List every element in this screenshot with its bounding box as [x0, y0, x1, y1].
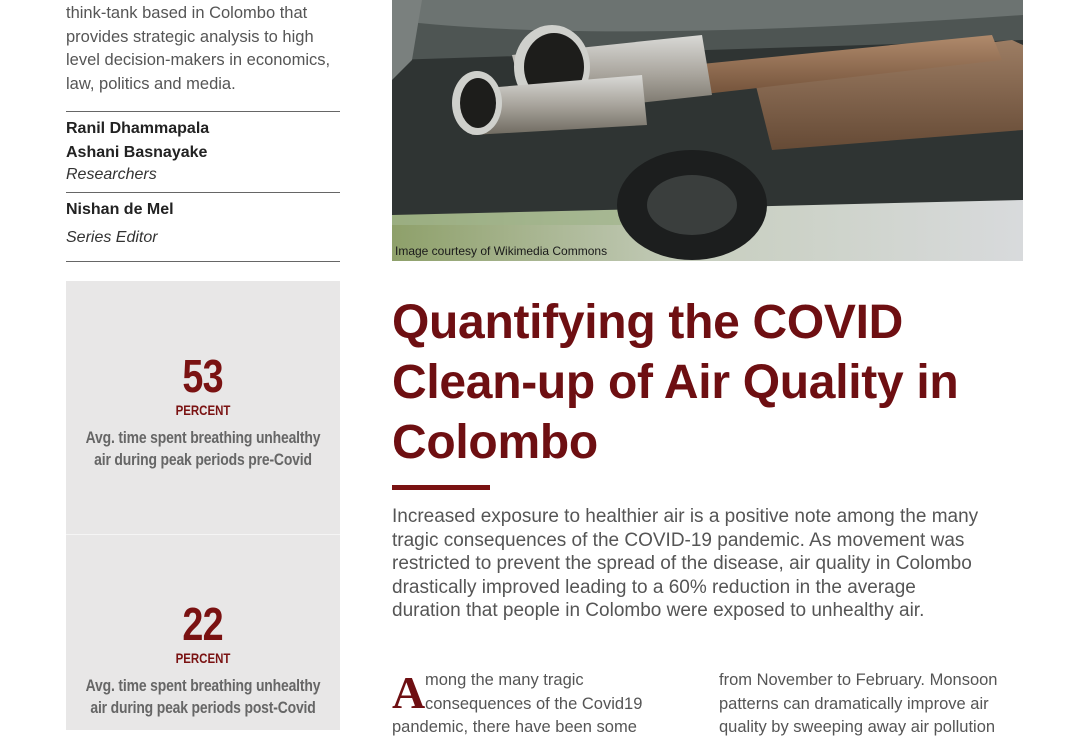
headline-line: Quantifying the COVID — [392, 296, 904, 349]
stat-unit: PERCENT — [175, 402, 231, 418]
stat-description: air during peak periods post-Covid — [90, 698, 316, 717]
intro-line: think-tank based in Colombo that — [66, 4, 308, 22]
organisation-description — [66, 2, 340, 96]
researcher-name: Ranil Dhammapala — [66, 120, 210, 137]
stat-description: Avg. time spent breathing unhealthy — [85, 428, 321, 447]
divider — [66, 192, 340, 193]
researchers-role: Researchers — [66, 166, 157, 183]
lead-line: duration that people in Colombo were exposed to unhealthy air. — [392, 600, 925, 622]
stat-value: 53 — [182, 350, 224, 402]
intro-line: law, politics and media. — [66, 74, 236, 93]
body-line: patterns can dramatically improve air — [719, 694, 989, 713]
headline-accent-bar — [392, 485, 490, 490]
lead-line: restricted to prevent the spread of the disease, air quality in Colombo — [392, 553, 972, 575]
drop-cap: A — [392, 667, 426, 718]
body-column-1 — [392, 669, 682, 740]
stat-card-post-covid — [66, 535, 340, 730]
stat-card-pre-covid — [66, 281, 340, 534]
editor-name: Nishan de Mel — [66, 201, 174, 218]
exhaust-photo — [392, 0, 1023, 261]
article-headline — [392, 293, 1032, 473]
editor-role: Series Editor — [66, 229, 158, 246]
intro-line: provides strategic analysis to high — [66, 27, 314, 46]
photo-caption: Image courtesy of Wikimedia Commons — [395, 244, 608, 258]
lead-line: tragic consequences of the COVID-19 pandemic. As movement was — [392, 529, 965, 551]
lead-paragraph — [392, 505, 1032, 623]
body-column-2 — [719, 669, 1039, 740]
body-line: mong the many tragic — [425, 671, 584, 689]
body-line: consequences of the Covid19 — [425, 694, 643, 713]
headline-line: Colombo — [392, 416, 598, 469]
intro-line: level decision-makers in economics, — [66, 51, 331, 69]
body-line: quality by sweeping away air pollution — [719, 718, 996, 736]
stat-unit: PERCENT — [175, 650, 231, 666]
stat-description: air during peak periods pre-Covid — [94, 450, 312, 469]
lead-line: drastically improved leading to a 60% reduction in the average — [392, 576, 916, 598]
body-line: from November to February. Monsoon — [719, 671, 998, 689]
exhaust-illustration — [392, 0, 1023, 261]
stat-value: 22 — [182, 598, 224, 650]
headline-line: Clean-up of Air Quality in — [392, 356, 959, 409]
divider — [66, 261, 340, 262]
lead-line: Increased exposure to healthier air is a positive note among the many — [392, 506, 979, 527]
divider — [66, 111, 340, 112]
researcher-name: Ashani Basnayake — [66, 144, 208, 161]
body-line: pandemic, there have been some — [392, 718, 637, 736]
stat-description: Avg. time spent breathing unhealthy — [85, 676, 321, 695]
